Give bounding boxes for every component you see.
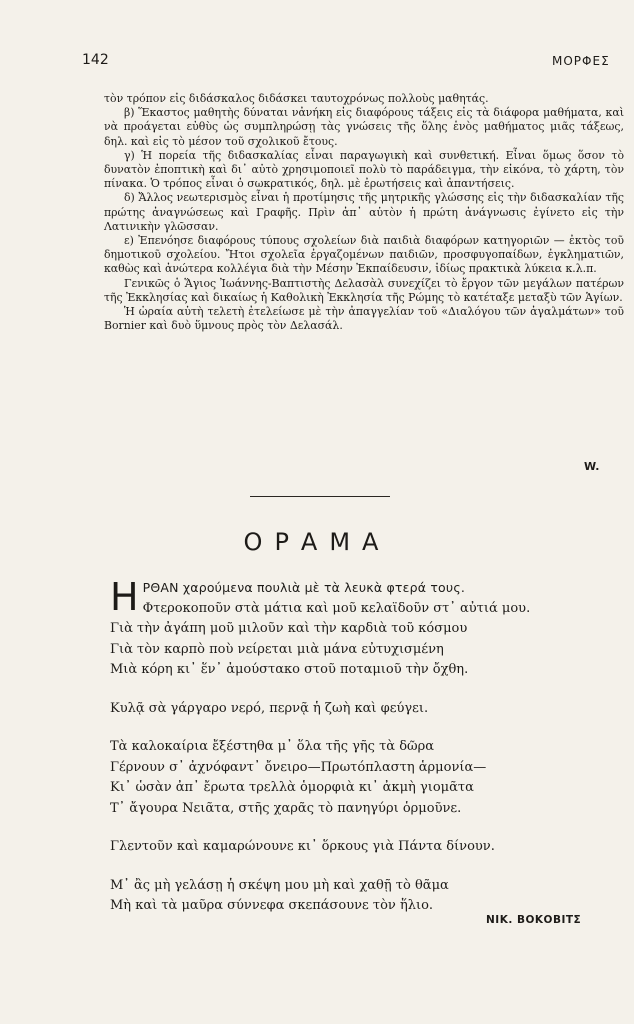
poem-line: Γιὰ τὸν καρπὸ ποὺ νείρεται μιὰ μάνα εὐτυχισμένη [110, 641, 444, 657]
poem-line: Τὰ καλοκαίρια ἔξέστηθα μ᾿ ὅλα τῆς γῆς τὰ δῶρα [110, 739, 435, 754]
paragraph: ε) Ἐπενόησε διαφόρους τύπους σχολείων διὰ παιδιὰ διαφόρων κατηγοριῶν — ἐκτὸς τοῦ δημοτικοῦ σχολείου. Ἤτοι σχολεῖα ἐργαζομένων παιδιῶν, προσφυγοπαίδων, ἐγκληματιῶν, καθὼς καὶ ἀνώτερα κολλέγια διὰ τὴν Μέσην Ἐκπαίδευσιν, ἰδίως πρακτικὰ λύκεια κ.λ.π. [104, 234, 624, 276]
section-divider [250, 496, 390, 497]
paragraph: δ) Ἄλλος νεωτερισμὸς εἶναι ἡ προτίμησις τῆς μητρικῆς γλώσσης εἰς τὴν διδασκαλίαν τῆς πρώτης ἀναγνώσεως καὶ Γραφῆς. Πρὶν ἀπ᾿ αὐτὸν ἡ πρώτη ἀνάγνωσις ἐγίνετο εἰς τὴν Λατινικὴν γλῶσσαν. [104, 191, 624, 233]
poem-line: Τ᾿ ἄγουρα Νειᾶτα, στῆς χαρᾶς τὸ πανηγύρι ὁρμοῦνε. [110, 800, 462, 816]
poem-title: ΟΡΑΜΑ [243, 528, 391, 556]
paragraph: β) Ἕκαστος μαθητὴς δύναται νἀνήκη εἰς διαφόρους τάξεις εἰς τὰ διάφορα μαθήματα, καὶ νὰ προάγεται εὐθὺς ὡς συμπληρώσῃ τὰς γνώσεις τῆς ὅλης ἑνὸς μαθήματος μιᾶς τάξεως, δηλ. καὶ εἰς τὸ μέσον τοῦ σχολικοῦ ἔτους. [104, 106, 624, 148]
poem-line: Κυλᾷ σὰ γάργαρο νερό, περνᾷ ἡ ζωὴ καὶ φεύγει. [110, 700, 429, 716]
poem-line: ΡΘΑΝ χαρούμενα πουλιὰ μὲ τὰ λευκὰ φτερά τους. [142, 580, 466, 595]
running-head: ΜΟΡΦΕΣ [552, 54, 610, 68]
stanza [110, 699, 626, 720]
paragraph: Γενικῶς ὁ Ἅγιος Ἰωάννης-Βαπτιστὴς Δελασὰλ συνεχίζει τὸ ἔργον τῶν μεγάλων πατέρων τῆς Ἐκκλησίας καὶ δικαίως ἡ Καθολικὴ Ἐκκλησία τῆς Ρώμης τὸ κατέταξε μεταξὺ τῶν Ἁγίων. [104, 276, 624, 304]
poem-line: Μιὰ κόρη κι᾿ ἕν᾿ ἀμούστακο στοῦ ποταμιοῦ τὴν ὄχθη. [110, 662, 469, 677]
poem-line: Μ᾿ ἂς μὴ γελάσῃ ἡ σκέψη μου μὴ καὶ χαθῇ τὸ θᾶμα [110, 877, 449, 893]
poem-line: Φτεροκοποῦν στὰ μάτια καὶ μοῦ κελαϊδοῦν στ᾿ αὐτιά μου. [142, 600, 531, 616]
stanza [110, 737, 626, 819]
poem-line: Γέρνουν σ᾿ ἀχνόφαντ᾿ ὄνειρο—Πρωτόπλαστη ἁρμονία— [110, 759, 487, 775]
article-signature: W. [584, 460, 600, 473]
paragraph: γ) Ἡ πορεία τῆς διδασκαλίας εἶναι παραγωγικὴ καὶ συνθετική. Εἶναι ὅμως ὅσον τὸ δυνατὸν ἐποπτικὴ καὶ δι᾿ αὐτὸ χρησιμοποιεῖ πολὺ τὸ παράδειγμα, τὴν εἰκόνα, τὸ χάρτη, τὸν πίνακα. Ὁ τρόπος εἶναι ὁ σωκρατικός, δηλ. μὲ ἐρωτήσεις καὶ ἀπαντήσεις. [104, 148, 624, 191]
stanza [110, 876, 626, 917]
stanza [110, 575, 626, 681]
paragraph: Ἡ ὡραία αὐτὴ τελετὴ ἐτελείωσε μὲ τὴν ἀπαγγελίαν τοῦ «Διαλόγου τῶν ἀγαλμάτων» τοῦ Bornier καὶ δυὸ ὕμνους πρὸς τὸν Δελασάλ. [104, 305, 624, 333]
poem-author: ΝΙΚ. ΒΟΚΟΒΙΤΣ [486, 914, 582, 926]
paragraph: τὸν τρόπον εἰς διδάσκαλος διδάσκει ταυτοχρόνως πολλοὺς μαθητάς. [104, 92, 489, 105]
poem-line: Μὴ καὶ τὰ μαῦρα σύννεφα σκεπάσουνε τὸν ἥλιο. [110, 898, 434, 913]
article-body [104, 92, 624, 333]
poem-body [110, 575, 626, 935]
poem-line: Γιὰ τὴν ἀγάπη μοῦ μιλοῦν καὶ τὴν καρδιὰ τοῦ κόσμου [110, 621, 468, 636]
poem-line: Γλεντοῦν καὶ καμαρώνουνε κι᾿ ὅρκους γιὰ Πάντα δίνουν. [110, 839, 495, 854]
stanza [110, 837, 626, 858]
poem-line: Κι᾿ ὡσὰν ἀπ᾿ ἔρωτα τρελλὰ ὁμορφιὰ κι᾿ ἀκμὴ γιομᾶτα [110, 780, 474, 795]
drop-cap: Η [110, 575, 139, 619]
page-number: 142 [82, 52, 109, 68]
